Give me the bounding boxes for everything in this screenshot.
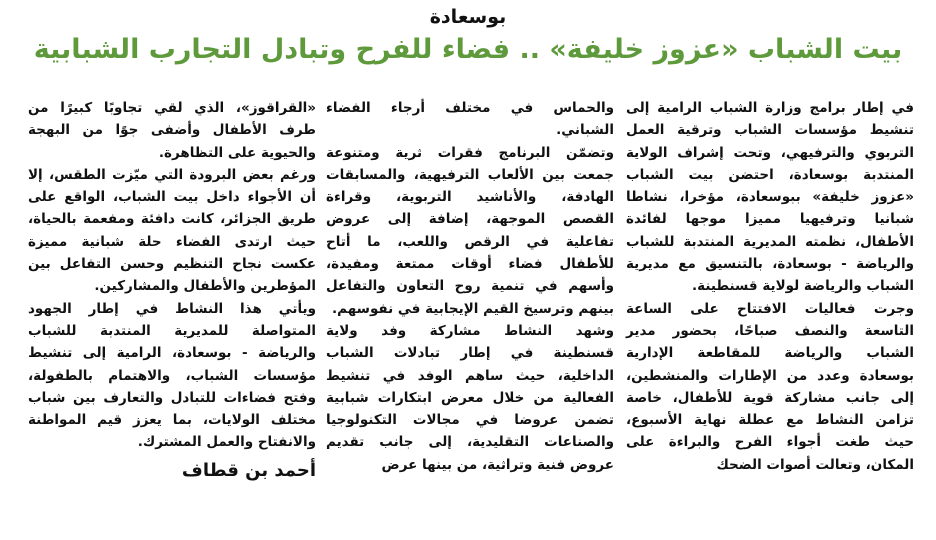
text-line: والحيوية على التظاهرة. — [158, 144, 316, 161]
text-line: للأطفال فضاء أوقات ممتعة ومفيدة، — [326, 256, 614, 273]
text-line: تضمن عروضا في مجالات التكنولوجيا — [326, 412, 614, 429]
author-byline: أحمد بن قطاف — [181, 459, 316, 481]
text-line: وفتح فضاءات للتبادل والتعارف بين شباب — [28, 389, 316, 406]
text-line: في إطار برامج وزارة الشباب الرامية إلى — [626, 100, 914, 116]
text-line: ورغم بعض البرودة التي ميّزت الطقس، إلا — [28, 166, 316, 183]
text-line: والانفتاح والعمل المشترك. — [137, 434, 316, 451]
text-line: والرياضة - بوسعادة، بالتنسيق مع مديرية — [626, 256, 914, 273]
text-line: «القراقوز»، الذي لقي تجاوبًا كبيرًا من — [28, 100, 316, 116]
text-line: طرف الأطفال وأضفى جوًا من البهجة — [28, 122, 316, 139]
text-line: التربوي والترفيهي، وتحت إشراف الولاية — [626, 144, 914, 161]
text-line: قسنطينة في إطار تبادلات الشباب — [326, 345, 614, 362]
article-column-3 — [28, 97, 316, 481]
text-line: المكان، وتعالت أصوات الضحك — [716, 456, 914, 473]
text-line: عكست نجاح التنظيم وحسن التفاعل بين — [28, 256, 316, 273]
text-line: بينهم وترسيخ القيم الإيجابية في نفوسهم. — [332, 300, 614, 317]
text-line: الشباب والرياضة للمقاطعة الإدارية — [626, 345, 914, 362]
text-line: عروض فنية وتراثية، من بينها عرض — [381, 456, 614, 473]
text-line: مؤسسات الشباب، والاهتمام بالطفولة، — [28, 367, 316, 384]
text-line: الفعالية من خلال معرض ابتكارات شبابية — [326, 389, 614, 406]
text-line: «عزوز خليفة» ببوسعادة، مؤخرا، نشاطا — [626, 189, 914, 206]
text-line: المنتدبة بوسعادة، احتضن بيت الشباب — [626, 166, 914, 183]
text-line: المؤطرين والأطفال والمشاركين. — [94, 278, 316, 295]
article-column-1 — [626, 97, 914, 476]
text-line: وتضمّن البرنامج فقرات ثرية ومتنوعة — [326, 144, 614, 161]
text-line: وأسهم في تنمية روح التعاون والتفاعل — [326, 278, 614, 295]
text-line: ويأتي هذا النشاط في إطار الجهود — [28, 300, 316, 317]
text-line: تفاعلية في الرقص واللعب، ما أتاح — [326, 233, 614, 250]
text-line: وشهد النشاط مشاركة وفد ولاية — [326, 322, 614, 339]
text-line: والرياضة - بوسعادة، الرامية إلى تنشيط — [28, 345, 316, 362]
article-kicker: بوسعادة — [429, 6, 507, 28]
text-line: حيث ارتدى الفضاء حلة شبانية مميزة — [28, 233, 316, 250]
text-line: الشباب والرياضة لولاية قسنطينة. — [692, 278, 914, 295]
article-headline: بيت الشباب «عزوز خليفة» .. فضاء للفرح وتبادل التجارب الشبابية — [33, 34, 903, 65]
text-line: تنشيط مؤسسات الشباب وترقية العمل — [626, 122, 914, 139]
text-line: أن الأجواء داخل بيت الشباب، الواقع على — [28, 189, 316, 206]
text-line: طريق الجزائر، كانت دافئة ومفعمة بالحياة، — [28, 211, 316, 228]
article-column-2 — [326, 97, 614, 476]
text-line: وجرت فعاليات الافتتاح على الساعة — [626, 300, 914, 317]
text-line: إلى جانب مشاركة قوية للأطفال، خاصة — [626, 389, 914, 406]
text-line: جمعت بين الألعاب الترفيهية، والمسابقات — [326, 166, 614, 183]
text-line: حيث طغت أجواء الفرح والبراءة على — [626, 434, 914, 451]
text-line: والصناعات التقليدية، إلى جانب تقديم — [326, 434, 614, 451]
text-line: الأطفال، نظمته المديرية المنتدبة للشباب — [626, 233, 914, 250]
text-line: مختلف الولايات، بما يعزز قيم المواطنة — [28, 412, 316, 429]
text-line: تزامن النشاط مع عطلة نهاية الأسبوع، — [626, 412, 914, 429]
text-line: الشباني. — [556, 122, 614, 139]
text-line: الهادفة، والأناشيد التربوية، وقراءة — [326, 189, 614, 206]
text-line: والحماس في مختلف أرجاء الفضاء — [326, 100, 614, 116]
text-line: التاسعة والنصف صباحًا، بحضور مدير — [626, 322, 914, 339]
text-line: الداخلية، حيث ساهم الوفد في تنشيط — [326, 367, 614, 384]
text-line: القصص الموجهة، إضافة إلى عروض — [326, 211, 614, 228]
text-line: شبانيا وترفيهيا مميزا موجها لفائدة — [626, 211, 914, 228]
text-line: المتواصلة للمديرية المنتدبة للشباب — [28, 322, 316, 339]
text-line: بوسعادة وعدد من الإطارات والمنشطين، — [626, 367, 914, 384]
